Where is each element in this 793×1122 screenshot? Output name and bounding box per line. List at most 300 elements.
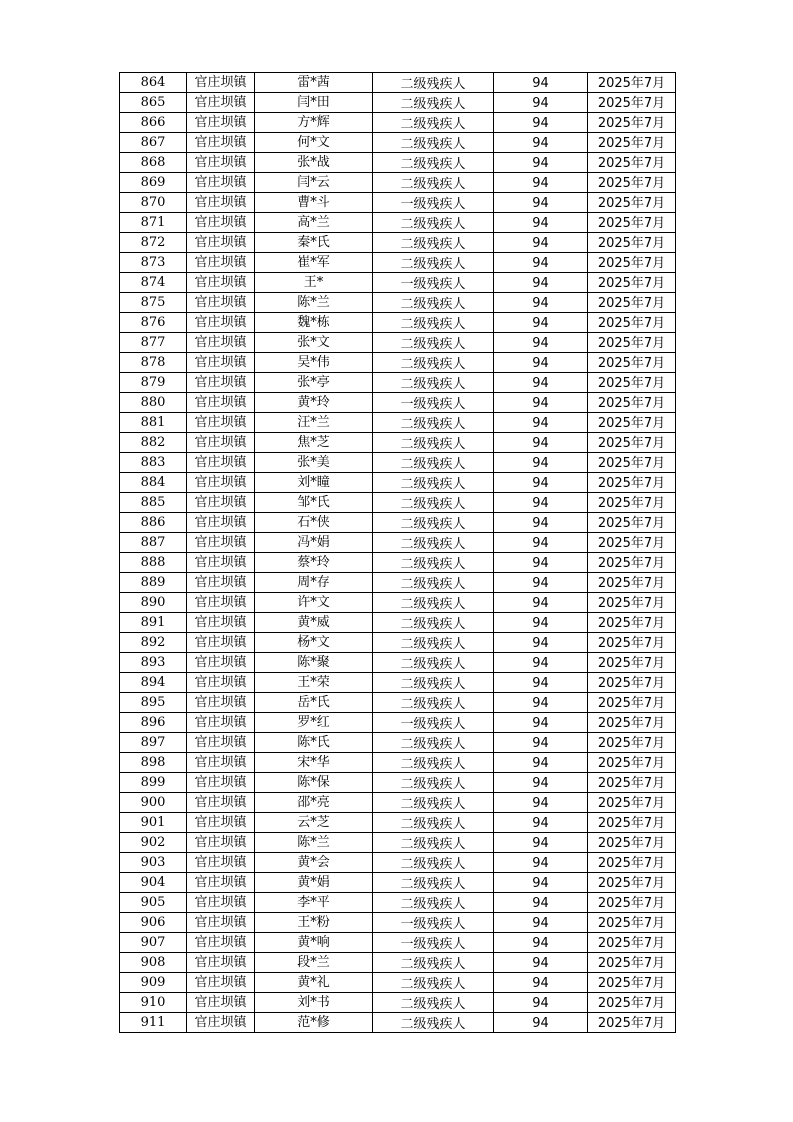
cell-person-name <box>255 73 373 93</box>
cell-serial-number <box>120 673 187 693</box>
table-row <box>120 93 676 113</box>
cell-person-name <box>255 133 373 153</box>
cell-person-name-text: 黄*娟 <box>297 875 330 890</box>
cell-subsidy-standard <box>494 493 588 513</box>
cell-person-name-text: 宋*华 <box>297 755 330 770</box>
cell-person-name-text: 刘*瞳 <box>297 475 330 490</box>
cell-town-text: 官庄坝镇 <box>194 335 247 350</box>
cell-serial-number-text: 864 <box>140 75 166 90</box>
cell-issue-month-text: 2025年7月 <box>597 796 666 811</box>
cell-serial-number-text: 867 <box>140 135 166 150</box>
cell-issue-month-text: 2025年7月 <box>597 696 666 711</box>
cell-person-name <box>255 853 373 873</box>
cell-town-text: 官庄坝镇 <box>194 635 247 650</box>
cell-serial-number <box>120 93 187 113</box>
cell-serial-number <box>120 113 187 133</box>
cell-issue-month-text: 2025年7月 <box>597 376 666 391</box>
table-row <box>120 353 676 373</box>
table-row <box>120 753 676 773</box>
cell-subsidy-standard-text: 94 <box>532 716 549 731</box>
cell-disability-level-text: 二级残疾人 <box>400 977 466 992</box>
cell-issue-month <box>588 213 676 233</box>
cell-disability-level-text: 二级残疾人 <box>400 437 466 452</box>
cell-town <box>187 633 255 653</box>
cell-person-name-text: 石*侠 <box>297 515 330 530</box>
cell-subsidy-standard <box>494 893 588 913</box>
cell-serial-number <box>120 453 187 473</box>
cell-person-name <box>255 233 373 253</box>
cell-town <box>187 873 255 893</box>
cell-issue-month-text: 2025年7月 <box>597 1016 666 1031</box>
cell-serial-number <box>120 753 187 773</box>
cell-serial-number-text: 900 <box>140 795 166 810</box>
cell-subsidy-standard <box>494 193 588 213</box>
cell-serial-number-text: 907 <box>140 935 166 950</box>
cell-subsidy-standard <box>494 693 588 713</box>
cell-subsidy-standard <box>494 653 588 673</box>
cell-subsidy-standard-text: 94 <box>532 856 549 871</box>
cell-subsidy-standard-text: 94 <box>532 236 549 251</box>
cell-serial-number <box>120 513 187 533</box>
cell-subsidy-standard <box>494 313 588 333</box>
cell-person-name <box>255 553 373 573</box>
cell-subsidy-standard-text: 94 <box>532 676 549 691</box>
cell-subsidy-standard <box>494 553 588 573</box>
cell-disability-level-text: 二级残疾人 <box>400 797 466 812</box>
table-row <box>120 113 676 133</box>
table-row <box>120 833 676 853</box>
cell-disability-level-text: 二级残疾人 <box>400 857 466 872</box>
cell-person-name <box>255 333 373 353</box>
cell-issue-month-text: 2025年7月 <box>597 476 666 491</box>
cell-town <box>187 833 255 853</box>
cell-person-name-text: 汪*兰 <box>297 415 330 430</box>
cell-disability-level-text: 二级残疾人 <box>400 957 466 972</box>
cell-issue-month-text: 2025年7月 <box>597 916 666 931</box>
table-row <box>120 913 676 933</box>
cell-disability-level <box>373 373 494 393</box>
cell-subsidy-standard-text: 94 <box>532 136 549 151</box>
cell-disability-level <box>373 533 494 553</box>
cell-subsidy-standard-text: 94 <box>532 456 549 471</box>
cell-disability-level-text: 二级残疾人 <box>400 677 466 692</box>
cell-town-text: 官庄坝镇 <box>194 295 247 310</box>
cell-serial-number-text: 895 <box>140 695 166 710</box>
cell-serial-number <box>120 213 187 233</box>
cell-town-text: 官庄坝镇 <box>194 195 247 210</box>
cell-town-text: 官庄坝镇 <box>194 375 247 390</box>
cell-town <box>187 853 255 873</box>
cell-town <box>187 753 255 773</box>
cell-town-text: 官庄坝镇 <box>194 215 247 230</box>
cell-town-text: 官庄坝镇 <box>194 315 247 330</box>
cell-issue-month <box>588 93 676 113</box>
cell-disability-level <box>373 153 494 173</box>
cell-issue-month <box>588 473 676 493</box>
table-row <box>120 573 676 593</box>
cell-issue-month-text: 2025年7月 <box>597 756 666 771</box>
cell-issue-month-text: 2025年7月 <box>597 76 666 91</box>
cell-subsidy-standard-text: 94 <box>532 916 549 931</box>
cell-subsidy-standard <box>494 373 588 393</box>
cell-serial-number <box>120 173 187 193</box>
cell-subsidy-standard <box>494 513 588 533</box>
cell-subsidy-standard <box>494 593 588 613</box>
table-row <box>120 193 676 213</box>
cell-town-text: 官庄坝镇 <box>194 475 247 490</box>
cell-issue-month <box>588 693 676 713</box>
cell-serial-number <box>120 653 187 673</box>
cell-person-name-text: 何*文 <box>297 135 330 150</box>
cell-disability-level <box>373 213 494 233</box>
cell-subsidy-standard <box>494 333 588 353</box>
table-row <box>120 593 676 613</box>
cell-town <box>187 413 255 433</box>
cell-town <box>187 453 255 473</box>
cell-serial-number <box>120 733 187 753</box>
cell-serial-number-text: 888 <box>140 555 166 570</box>
cell-subsidy-standard-text: 94 <box>532 256 549 271</box>
cell-issue-month-text: 2025年7月 <box>597 416 666 431</box>
cell-issue-month-text: 2025年7月 <box>597 616 666 631</box>
cell-subsidy-standard-text: 94 <box>532 796 549 811</box>
cell-person-name <box>255 653 373 673</box>
cell-issue-month <box>588 1013 676 1033</box>
cell-town-text: 官庄坝镇 <box>194 695 247 710</box>
cell-serial-number <box>120 613 187 633</box>
cell-person-name <box>255 353 373 373</box>
cell-subsidy-standard-text: 94 <box>532 436 549 451</box>
cell-disability-level <box>373 453 494 473</box>
cell-serial-number-text: 911 <box>140 1015 166 1030</box>
cell-town-text: 官庄坝镇 <box>194 415 247 430</box>
cell-person-name-text: 邹*氏 <box>297 495 330 510</box>
table-row <box>120 293 676 313</box>
cell-serial-number-text: 883 <box>140 455 166 470</box>
cell-town-text: 官庄坝镇 <box>194 455 247 470</box>
cell-disability-level-text: 二级残疾人 <box>400 517 466 532</box>
cell-subsidy-standard-text: 94 <box>532 656 549 671</box>
cell-serial-number-text: 880 <box>140 395 166 410</box>
cell-subsidy-standard <box>494 573 588 593</box>
cell-disability-level <box>373 93 494 113</box>
cell-disability-level <box>373 593 494 613</box>
cell-person-name <box>255 833 373 853</box>
cell-disability-level <box>373 473 494 493</box>
cell-disability-level-text: 二级残疾人 <box>400 497 466 512</box>
cell-town-text: 官庄坝镇 <box>194 795 247 810</box>
cell-person-name <box>255 933 373 953</box>
records-table <box>119 72 676 1033</box>
table-row <box>120 693 676 713</box>
cell-subsidy-standard-text: 94 <box>532 556 549 571</box>
cell-disability-level-text: 二级残疾人 <box>400 657 466 672</box>
cell-disability-level <box>373 713 494 733</box>
cell-serial-number-text: 892 <box>140 635 166 650</box>
cell-subsidy-standard <box>494 413 588 433</box>
cell-serial-number-text: 879 <box>140 375 166 390</box>
cell-issue-month-text: 2025年7月 <box>597 436 666 451</box>
cell-town-text: 官庄坝镇 <box>194 535 247 550</box>
cell-disability-level-text: 二级残疾人 <box>400 297 466 312</box>
table-row <box>120 333 676 353</box>
cell-serial-number <box>120 433 187 453</box>
cell-serial-number <box>120 833 187 853</box>
cell-town-text: 官庄坝镇 <box>194 595 247 610</box>
cell-issue-month <box>588 773 676 793</box>
cell-person-name <box>255 153 373 173</box>
cell-person-name <box>255 93 373 113</box>
cell-serial-number-text: 868 <box>140 155 166 170</box>
cell-subsidy-standard-text: 94 <box>532 816 549 831</box>
cell-subsidy-standard-text: 94 <box>532 836 549 851</box>
cell-serial-number <box>120 333 187 353</box>
cell-subsidy-standard-text: 94 <box>532 1016 549 1031</box>
cell-disability-level <box>373 833 494 853</box>
cell-issue-month-text: 2025年7月 <box>597 996 666 1011</box>
cell-disability-level-text: 二级残疾人 <box>400 757 466 772</box>
cell-town-text: 官庄坝镇 <box>194 935 247 950</box>
cell-person-name-text: 黄*响 <box>297 935 330 950</box>
cell-town <box>187 613 255 633</box>
cell-serial-number-text: 869 <box>140 175 166 190</box>
cell-subsidy-standard <box>494 133 588 153</box>
cell-serial-number <box>120 413 187 433</box>
cell-subsidy-standard <box>494 713 588 733</box>
cell-disability-level <box>373 313 494 333</box>
cell-town <box>187 73 255 93</box>
cell-person-name <box>255 953 373 973</box>
cell-town <box>187 773 255 793</box>
cell-disability-level-text: 二级残疾人 <box>400 617 466 632</box>
cell-issue-month <box>588 73 676 93</box>
cell-town <box>187 293 255 313</box>
cell-disability-level-text: 二级残疾人 <box>400 157 466 172</box>
cell-serial-number-text: 897 <box>140 735 166 750</box>
cell-person-name <box>255 533 373 553</box>
cell-person-name-text: 陈*氏 <box>297 735 330 750</box>
cell-subsidy-standard-text: 94 <box>532 96 549 111</box>
cell-issue-month-text: 2025年7月 <box>597 96 666 111</box>
cell-subsidy-standard-text: 94 <box>532 216 549 231</box>
cell-town-text: 官庄坝镇 <box>194 135 247 150</box>
cell-town-text: 官庄坝镇 <box>194 95 247 110</box>
cell-serial-number-text: 898 <box>140 755 166 770</box>
cell-subsidy-standard-text: 94 <box>532 896 549 911</box>
cell-disability-level-text: 二级残疾人 <box>400 997 466 1012</box>
cell-town <box>187 273 255 293</box>
cell-person-name-text: 黄*礼 <box>297 975 330 990</box>
cell-person-name-text: 闫*云 <box>297 175 330 190</box>
cell-disability-level-text: 二级残疾人 <box>400 597 466 612</box>
cell-person-name <box>255 273 373 293</box>
cell-subsidy-standard-text: 94 <box>532 576 549 591</box>
cell-issue-month-text: 2025年7月 <box>597 936 666 951</box>
cell-town-text: 官庄坝镇 <box>194 275 247 290</box>
cell-serial-number <box>120 713 187 733</box>
table-row <box>120 733 676 753</box>
cell-issue-month-text: 2025年7月 <box>597 856 666 871</box>
cell-subsidy-standard-text: 94 <box>532 296 549 311</box>
cell-issue-month <box>588 453 676 473</box>
cell-disability-level-text: 二级残疾人 <box>400 337 466 352</box>
cell-issue-month-text: 2025年7月 <box>597 236 666 251</box>
cell-disability-level <box>373 853 494 873</box>
cell-person-name-text: 陈*兰 <box>297 295 330 310</box>
table-row <box>120 1013 676 1033</box>
cell-issue-month <box>588 253 676 273</box>
cell-issue-month-text: 2025年7月 <box>597 676 666 691</box>
cell-subsidy-standard-text: 94 <box>532 976 549 991</box>
cell-serial-number <box>120 233 187 253</box>
cell-disability-level <box>373 493 494 513</box>
cell-disability-level-text: 二级残疾人 <box>400 577 466 592</box>
cell-subsidy-standard <box>494 113 588 133</box>
cell-person-name <box>255 733 373 753</box>
table-row <box>120 313 676 333</box>
cell-subsidy-standard <box>494 953 588 973</box>
cell-disability-level-text: 一级残疾人 <box>400 197 466 212</box>
cell-person-name-text: 崔*军 <box>297 255 330 270</box>
cell-person-name-text: 王* <box>303 275 324 290</box>
table-row <box>120 373 676 393</box>
cell-issue-month-text: 2025年7月 <box>597 536 666 551</box>
cell-subsidy-standard <box>494 873 588 893</box>
cell-subsidy-standard-text: 94 <box>532 736 549 751</box>
cell-subsidy-standard-text: 94 <box>532 156 549 171</box>
cell-issue-month-text: 2025年7月 <box>597 876 666 891</box>
cell-subsidy-standard-text: 94 <box>532 416 549 431</box>
cell-serial-number <box>120 73 187 93</box>
cell-issue-month <box>588 733 676 753</box>
cell-issue-month-text: 2025年7月 <box>597 576 666 591</box>
cell-subsidy-standard <box>494 933 588 953</box>
cell-serial-number-text: 878 <box>140 355 166 370</box>
cell-person-name-text: 黄*玲 <box>297 395 330 410</box>
cell-person-name-text: 焦*芝 <box>297 435 330 450</box>
cell-disability-level-text: 二级残疾人 <box>400 137 466 152</box>
cell-issue-month <box>588 713 676 733</box>
cell-serial-number <box>120 1013 187 1033</box>
cell-disability-level-text: 二级残疾人 <box>400 377 466 392</box>
cell-issue-month-text: 2025年7月 <box>597 596 666 611</box>
cell-disability-level <box>373 413 494 433</box>
cell-disability-level <box>373 633 494 653</box>
cell-disability-level <box>373 433 494 453</box>
cell-subsidy-standard <box>494 633 588 653</box>
cell-issue-month <box>588 193 676 213</box>
cell-person-name-text: 吴*伟 <box>297 355 330 370</box>
cell-disability-level-text: 二级残疾人 <box>400 257 466 272</box>
cell-issue-month <box>588 633 676 653</box>
cell-issue-month <box>588 573 676 593</box>
cell-subsidy-standard <box>494 393 588 413</box>
cell-serial-number <box>120 893 187 913</box>
cell-town <box>187 493 255 513</box>
cell-issue-month-text: 2025年7月 <box>597 776 666 791</box>
cell-disability-level <box>373 933 494 953</box>
cell-serial-number <box>120 853 187 873</box>
cell-town <box>187 393 255 413</box>
cell-person-name-text: 段*兰 <box>297 955 330 970</box>
cell-person-name-text: 秦*氏 <box>297 235 330 250</box>
cell-disability-level <box>373 573 494 593</box>
cell-town-text: 官庄坝镇 <box>194 235 247 250</box>
cell-town <box>187 913 255 933</box>
cell-disability-level-text: 一级残疾人 <box>400 937 466 952</box>
cell-town-text: 官庄坝镇 <box>194 1015 247 1030</box>
cell-disability-level-text: 二级残疾人 <box>400 417 466 432</box>
cell-serial-number-text: 872 <box>140 235 166 250</box>
cell-town <box>187 553 255 573</box>
cell-serial-number-text: 906 <box>140 915 166 930</box>
cell-subsidy-standard-text: 94 <box>532 956 549 971</box>
cell-disability-level <box>373 353 494 373</box>
cell-disability-level <box>373 173 494 193</box>
cell-town-text: 官庄坝镇 <box>194 995 247 1010</box>
cell-disability-level <box>373 693 494 713</box>
cell-serial-number <box>120 153 187 173</box>
cell-issue-month <box>588 413 676 433</box>
cell-town-text: 官庄坝镇 <box>194 755 247 770</box>
cell-person-name-text: 张*美 <box>297 455 330 470</box>
cell-issue-month <box>588 933 676 953</box>
cell-disability-level-text: 一级残疾人 <box>400 717 466 732</box>
cell-serial-number-text: 902 <box>140 835 166 850</box>
cell-serial-number-text: 875 <box>140 295 166 310</box>
cell-issue-month-text: 2025年7月 <box>597 196 666 211</box>
cell-serial-number <box>120 633 187 653</box>
cell-person-name <box>255 513 373 533</box>
cell-town <box>187 193 255 213</box>
cell-subsidy-standard-text: 94 <box>532 596 549 611</box>
cell-disability-level-text: 二级残疾人 <box>400 877 466 892</box>
cell-town <box>187 173 255 193</box>
cell-issue-month <box>588 173 676 193</box>
cell-issue-month <box>588 653 676 673</box>
cell-disability-level <box>373 953 494 973</box>
cell-town-text: 官庄坝镇 <box>194 555 247 570</box>
cell-serial-number <box>120 473 187 493</box>
cell-person-name <box>255 473 373 493</box>
cell-subsidy-standard <box>494 93 588 113</box>
cell-town <box>187 333 255 353</box>
cell-issue-month <box>588 993 676 1013</box>
cell-disability-level-text: 一级残疾人 <box>400 397 466 412</box>
cell-serial-number <box>120 193 187 213</box>
cell-town-text: 官庄坝镇 <box>194 775 247 790</box>
cell-town-text: 官庄坝镇 <box>194 955 247 970</box>
cell-subsidy-standard <box>494 813 588 833</box>
cell-person-name <box>255 293 373 313</box>
cell-town-text: 官庄坝镇 <box>194 615 247 630</box>
cell-subsidy-standard-text: 94 <box>532 316 549 331</box>
cell-town <box>187 313 255 333</box>
cell-disability-level <box>373 333 494 353</box>
cell-person-name <box>255 173 373 193</box>
cell-person-name-text: 云*芝 <box>297 815 330 830</box>
cell-disability-level-text: 二级残疾人 <box>400 837 466 852</box>
cell-issue-month-text: 2025年7月 <box>597 516 666 531</box>
cell-issue-month <box>588 753 676 773</box>
cell-issue-month-text: 2025年7月 <box>597 396 666 411</box>
cell-issue-month <box>588 373 676 393</box>
cell-person-name <box>255 913 373 933</box>
cell-person-name <box>255 453 373 473</box>
cell-issue-month-text: 2025年7月 <box>597 136 666 151</box>
cell-town <box>187 993 255 1013</box>
cell-person-name-text: 李*平 <box>297 895 330 910</box>
